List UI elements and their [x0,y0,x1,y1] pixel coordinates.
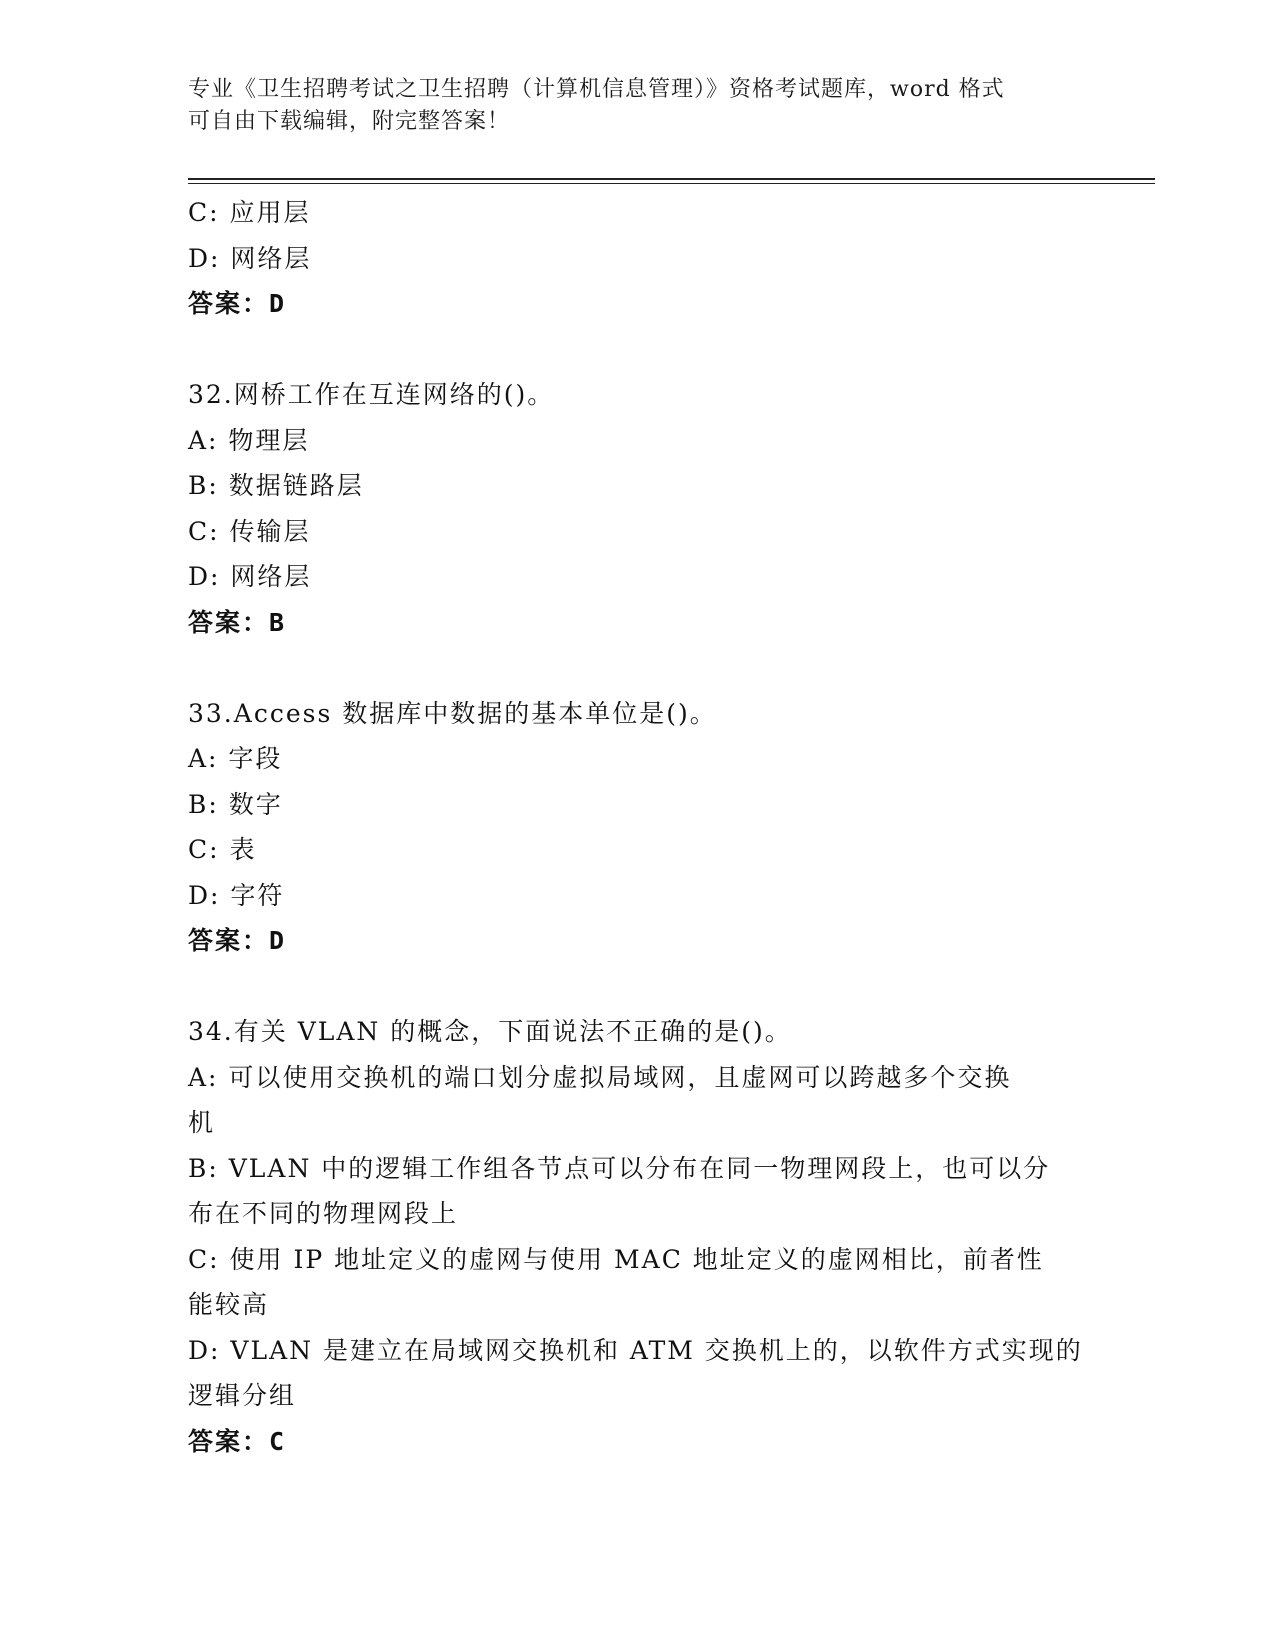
header-line-1: 专业《卫生招聘考试之卫生招聘（计算机信息管理）》资格考试题库，word 格式 [188,77,1005,102]
option-d: D: 网络层 [188,562,312,591]
option-d: D: 字符 [188,880,285,910]
header-divider-thick [188,178,1155,180]
document-header [188,74,1068,138]
answer: 答案：D [188,926,287,955]
header-line-2: 可自由下载编辑，附完整答案！ [188,109,511,134]
option-a: A: 字段 [188,744,283,773]
option-b: B: 数据链路层 [188,471,364,500]
question-32 [188,372,1088,645]
option-a: A: 物理层 [188,425,310,455]
header-divider-thin [188,183,1155,184]
option-d-line-2: 逻辑分组 [188,1381,297,1410]
option-b-line-2: 布在不同的物理网段上 [188,1199,459,1228]
question-stem: 32.网桥工作在互连网络的()。 [188,380,555,409]
option-c: C: 表 [188,835,257,864]
answer: 答案：C [188,1426,287,1456]
option-a-line-1: A: 可以使用交换机的端口划分虚拟局域网，且虚网可以跨越多个交换 [188,1062,1012,1092]
option-c-line-2: 能较高 [188,1290,270,1319]
spacer [188,327,1088,373]
option-c-line-1: C: 使用 IP 地址定义的虚网与使用 MAC 地址定义的虚网相比，前者性 [188,1244,1044,1274]
answer: 答案：B [188,607,287,637]
option-d: D: 网络层 [188,243,312,273]
spacer [188,645,1088,691]
question-content [188,190,1088,1464]
question-31-tail [188,190,1088,327]
question-stem: 33.Access 数据库中数据的基本单位是()。 [188,698,717,728]
question-33 [188,691,1088,964]
option-c: C: 传输层 [188,516,311,546]
option-c: C: 应用层 [188,198,311,227]
spacer [188,964,1088,1010]
option-d-line-1: D: VLAN 是建立在局域网交换机和 ATM 交换机上的，以软件方式实现的 [188,1335,1083,1365]
option-b-line-1: B: VLAN 中的逻辑工作组各节点可以分布在同一物理网段上，也可以分 [188,1153,1051,1183]
option-a-line-2: 机 [188,1108,216,1137]
answer: 答案：D [188,289,287,318]
question-stem: 34.有关 VLAN 的概念，下面说法不正确的是()。 [188,1017,792,1046]
question-34 [188,1009,1088,1464]
option-b: B: 数字 [188,789,283,819]
